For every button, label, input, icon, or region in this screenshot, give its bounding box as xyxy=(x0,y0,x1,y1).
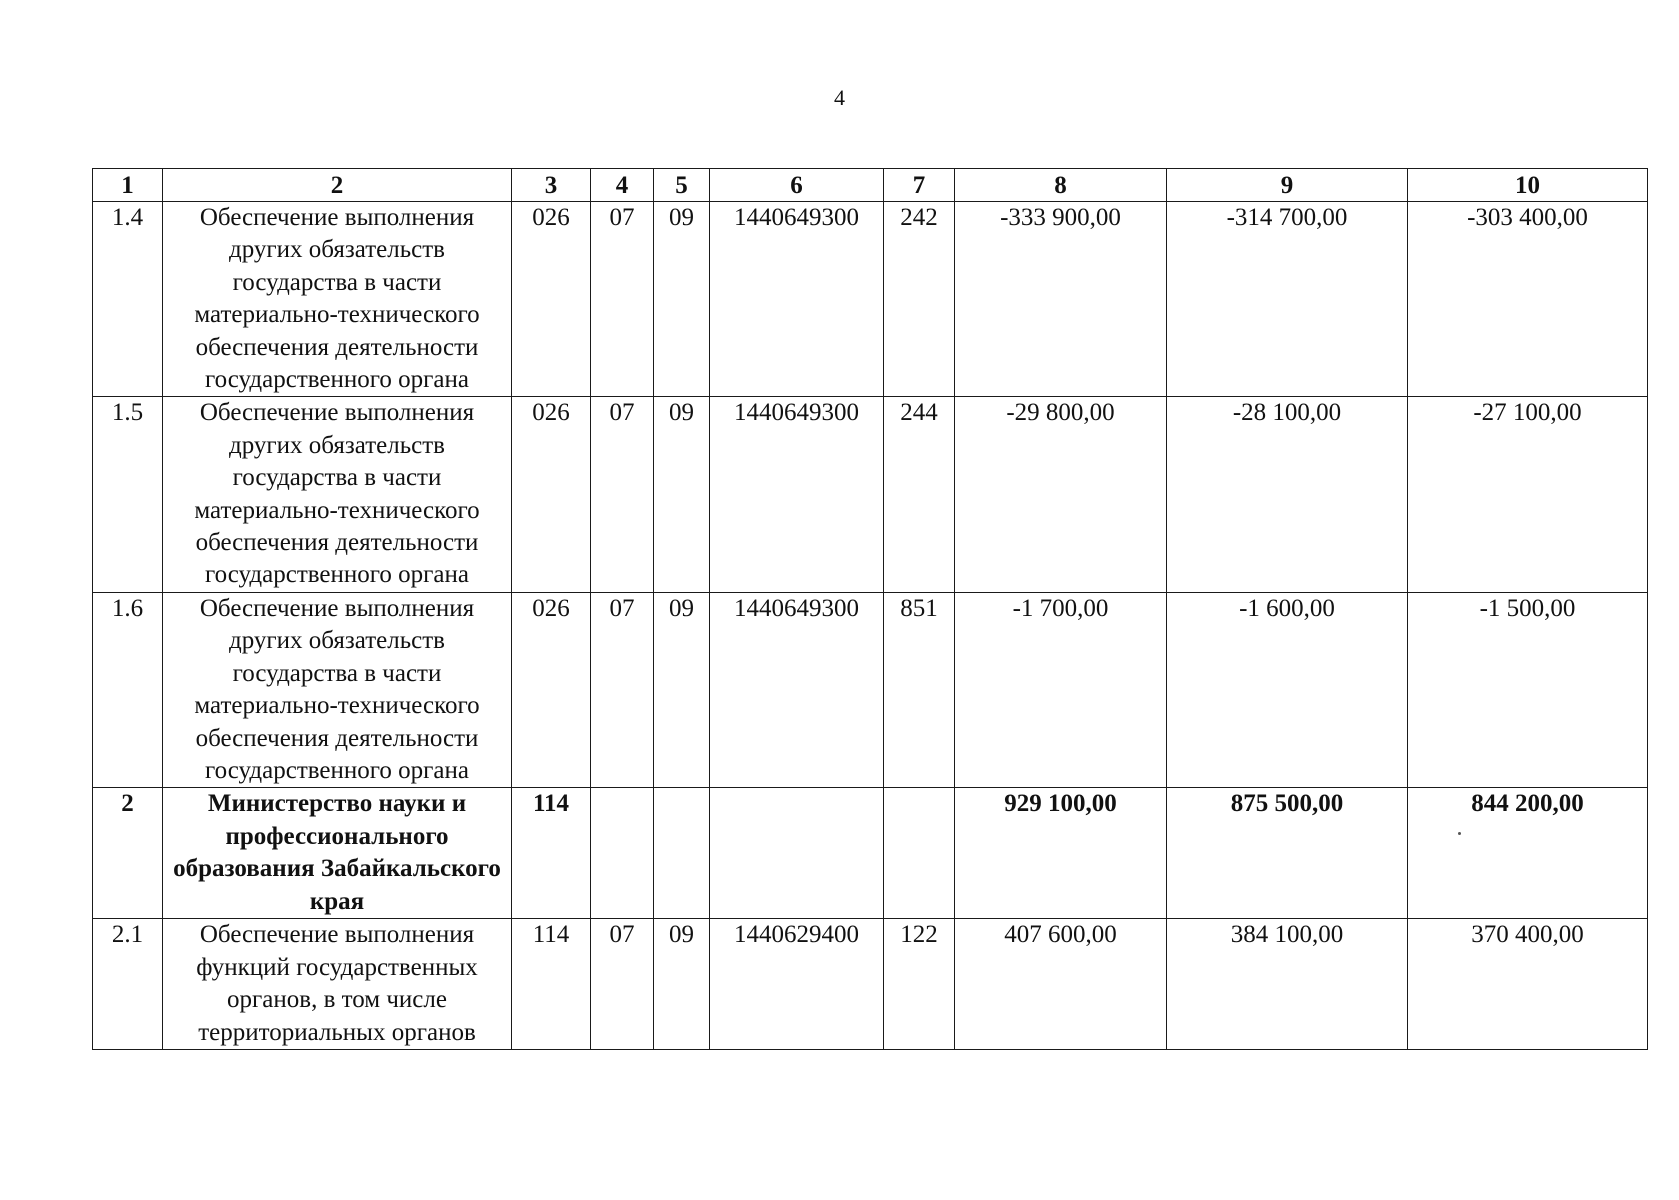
table-header-row xyxy=(93,169,1648,202)
row-name-cell: Обеспечение выполнения других обязательств государства в части материально-технического обеспечения деятельности государственного органа xyxy=(163,202,512,397)
amount-cell-10: -303 400,00 xyxy=(1408,202,1648,397)
target-code-cell: 1440649300 xyxy=(710,202,884,397)
expense-type-cell: 244 xyxy=(884,397,955,592)
row-number-cell: 1.5 xyxy=(93,397,163,592)
amount-cell-10: 370 400,00 xyxy=(1408,919,1648,1050)
target-code-cell: 1440649300 xyxy=(710,397,884,592)
expense-type-cell xyxy=(884,788,955,919)
column-header: 8 xyxy=(955,169,1167,202)
section-code-cell: 07 xyxy=(591,397,654,592)
column-header: 4 xyxy=(591,169,654,202)
row-name-cell: Обеспечение выполнения других обязательств государства в части материально-технического обеспечения деятельности государственного органа xyxy=(163,397,512,592)
amount-cell-8: 407 600,00 xyxy=(955,919,1167,1050)
column-header: 6 xyxy=(710,169,884,202)
admin-code-cell: 026 xyxy=(512,592,591,787)
amount-cell-9: -28 100,00 xyxy=(1167,397,1408,592)
page-number: 4 xyxy=(834,85,845,110)
section-code-cell: 07 xyxy=(591,202,654,397)
target-code-cell xyxy=(710,788,884,919)
expense-type-cell: 122 xyxy=(884,919,955,1050)
admin-code-cell: 026 xyxy=(512,202,591,397)
target-code-cell: 1440649300 xyxy=(710,592,884,787)
scan-speck xyxy=(1458,832,1461,835)
column-header: 1 xyxy=(93,169,163,202)
row-name-cell: Обеспечение выполнения функций государственных органов, в том числе территориальных органов xyxy=(163,919,512,1050)
amount-cell-8: -333 900,00 xyxy=(955,202,1167,397)
table-row xyxy=(93,397,1648,592)
amount-cell-8: -29 800,00 xyxy=(955,397,1167,592)
subsection-code-cell: 09 xyxy=(654,202,710,397)
expense-type-cell: 851 xyxy=(884,592,955,787)
column-header: 9 xyxy=(1167,169,1408,202)
row-number-cell: 2 xyxy=(93,788,163,919)
amount-cell-9: 384 100,00 xyxy=(1167,919,1408,1050)
subsection-code-cell: 09 xyxy=(654,592,710,787)
row-name-cell: Обеспечение выполнения других обязательств государства в части материально-технического обеспечения деятельности государственного органа xyxy=(163,592,512,787)
amount-cell-10: 844 200,00 xyxy=(1408,788,1648,919)
column-header: 10 xyxy=(1408,169,1648,202)
amount-cell-10: -1 500,00 xyxy=(1408,592,1648,787)
admin-code-cell: 114 xyxy=(512,919,591,1050)
row-number-cell: 1.4 xyxy=(93,202,163,397)
column-header: 7 xyxy=(884,169,955,202)
target-code-cell: 1440629400 xyxy=(710,919,884,1050)
section-code-cell xyxy=(591,788,654,919)
section-code-cell: 07 xyxy=(591,919,654,1050)
expense-type-cell: 242 xyxy=(884,202,955,397)
amount-cell-9: -314 700,00 xyxy=(1167,202,1408,397)
admin-code-cell: 114 xyxy=(512,788,591,919)
amount-cell-8: 929 100,00 xyxy=(955,788,1167,919)
subsection-code-cell xyxy=(654,788,710,919)
column-header: 3 xyxy=(512,169,591,202)
budget-table xyxy=(92,168,1648,1050)
table-row xyxy=(93,919,1648,1050)
amount-cell-9: 875 500,00 xyxy=(1167,788,1408,919)
column-header: 5 xyxy=(654,169,710,202)
row-name-cell: Министерство науки и профессионального образования Забайкальского края xyxy=(163,788,512,919)
subsection-code-cell: 09 xyxy=(654,919,710,1050)
table-row-total xyxy=(93,788,1648,919)
table-row xyxy=(93,592,1648,787)
section-code-cell: 07 xyxy=(591,592,654,787)
amount-cell-10: -27 100,00 xyxy=(1408,397,1648,592)
row-number-cell: 1.6 xyxy=(93,592,163,787)
row-number-cell: 2.1 xyxy=(93,919,163,1050)
amount-cell-9: -1 600,00 xyxy=(1167,592,1408,787)
subsection-code-cell: 09 xyxy=(654,397,710,592)
amount-cell-8: -1 700,00 xyxy=(955,592,1167,787)
column-header: 2 xyxy=(163,169,512,202)
admin-code-cell: 026 xyxy=(512,397,591,592)
table-row xyxy=(93,202,1648,397)
